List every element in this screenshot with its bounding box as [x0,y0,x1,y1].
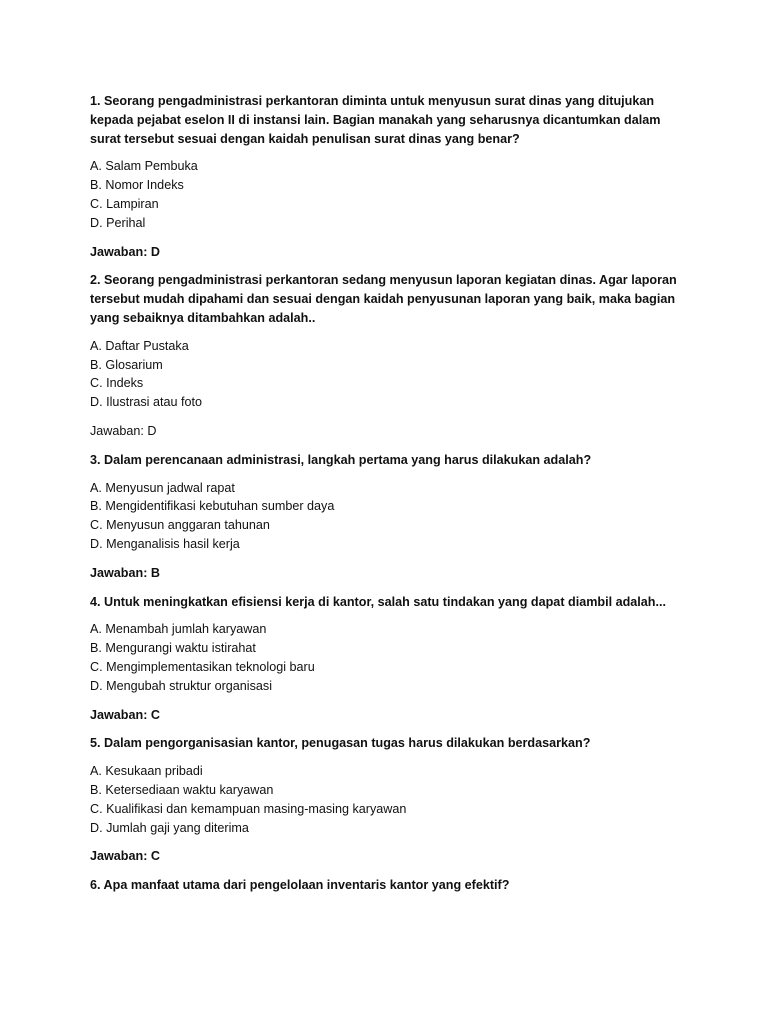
question-text-6: 6. Apa manfaat utama dari pengelolaan inventaris kantor yang efektif? [90,878,510,893]
question-text-5: 5. Dalam pengorganisasian kantor, penugasan tugas harus dilakukan berdasarkan? [90,736,591,751]
question-text-1: 1. Seorang pengadministrasi perkantoran diminta untuk menyusun surat dinas yang ditujukan kepada pejabat eselon II di instansi lain. Bagian manakah yang seharusnya dicantumkan dalam surat tersebut sesuai dengan kaidah penulisan surat dinas yang benar? [90,94,661,146]
answer-3: Jawaban: B [90,565,160,580]
question-block-2 [90,271,690,440]
option-1d: D. Perihal [90,215,146,230]
options-list-4 [90,620,690,695]
options-list-5 [90,762,690,837]
question-block-6 [90,876,690,895]
options-list-3 [90,479,690,554]
option-3a: A. Menyusun jadwal rapat [90,480,235,495]
answer-2: Jawaban: D [90,423,157,438]
option-2b: B. Glosarium [90,357,163,372]
document-page [90,92,690,895]
option-3b: B. Mengidentifikasi kebutuhan sumber daya [90,499,335,514]
option-4d: D. Mengubah struktur organisasi [90,678,273,693]
option-2a: A. Daftar Pustaka [90,338,189,353]
option-2c: C. Indeks [90,376,144,391]
question-block-3 [90,451,690,583]
answer-5: Jawaban: C [90,849,160,864]
options-list-2 [90,337,690,412]
question-block-4 [90,593,690,725]
option-4c: C. Mengimplementasikan teknologi baru [90,659,315,674]
question-block-1 [90,92,690,261]
option-1c: C. Lampiran [90,196,159,211]
option-5b: B. Ketersediaan waktu karyawan [90,782,274,797]
option-4a: A. Menambah jumlah karyawan [90,622,267,637]
question-text-3: 3. Dalam perencanaan administrasi, langkah pertama yang harus dilakukan adalah? [90,452,592,467]
question-text-2: 2. Seorang pengadministrasi perkantoran sedang menyusun laporan kegiatan dinas. Agar laporan tersebut mudah dipahami dan sesuai dengan kaidah penyusunan laporan yang baik, maka bagian yang sebaiknya ditambahkan adalah.. [90,273,677,325]
option-4b: B. Mengurangi waktu istirahat [90,641,256,656]
answer-4: Jawaban: C [90,707,160,722]
option-1b: B. Nomor Indeks [90,178,184,193]
option-3d: D. Menganalisis hasil kerja [90,536,240,551]
option-5d: D. Jumlah gaji yang diterima [90,820,249,835]
option-3c: C. Menyusun anggaran tahunan [90,518,270,533]
option-1a: A. Salam Pembuka [90,159,198,174]
answer-1: Jawaban: D [90,244,160,259]
question-block-5 [90,734,690,866]
question-text-4: 4. Untuk meningkatkan efisiensi kerja di kantor, salah satu tindakan yang dapat diambil adalah... [90,594,666,609]
options-list-1 [90,157,690,232]
option-2d: D. Ilustrasi atau foto [90,395,202,410]
option-5c: C. Kualifikasi dan kemampuan masing-masing karyawan [90,801,407,816]
option-5a: A. Kesukaan pribadi [90,764,203,779]
